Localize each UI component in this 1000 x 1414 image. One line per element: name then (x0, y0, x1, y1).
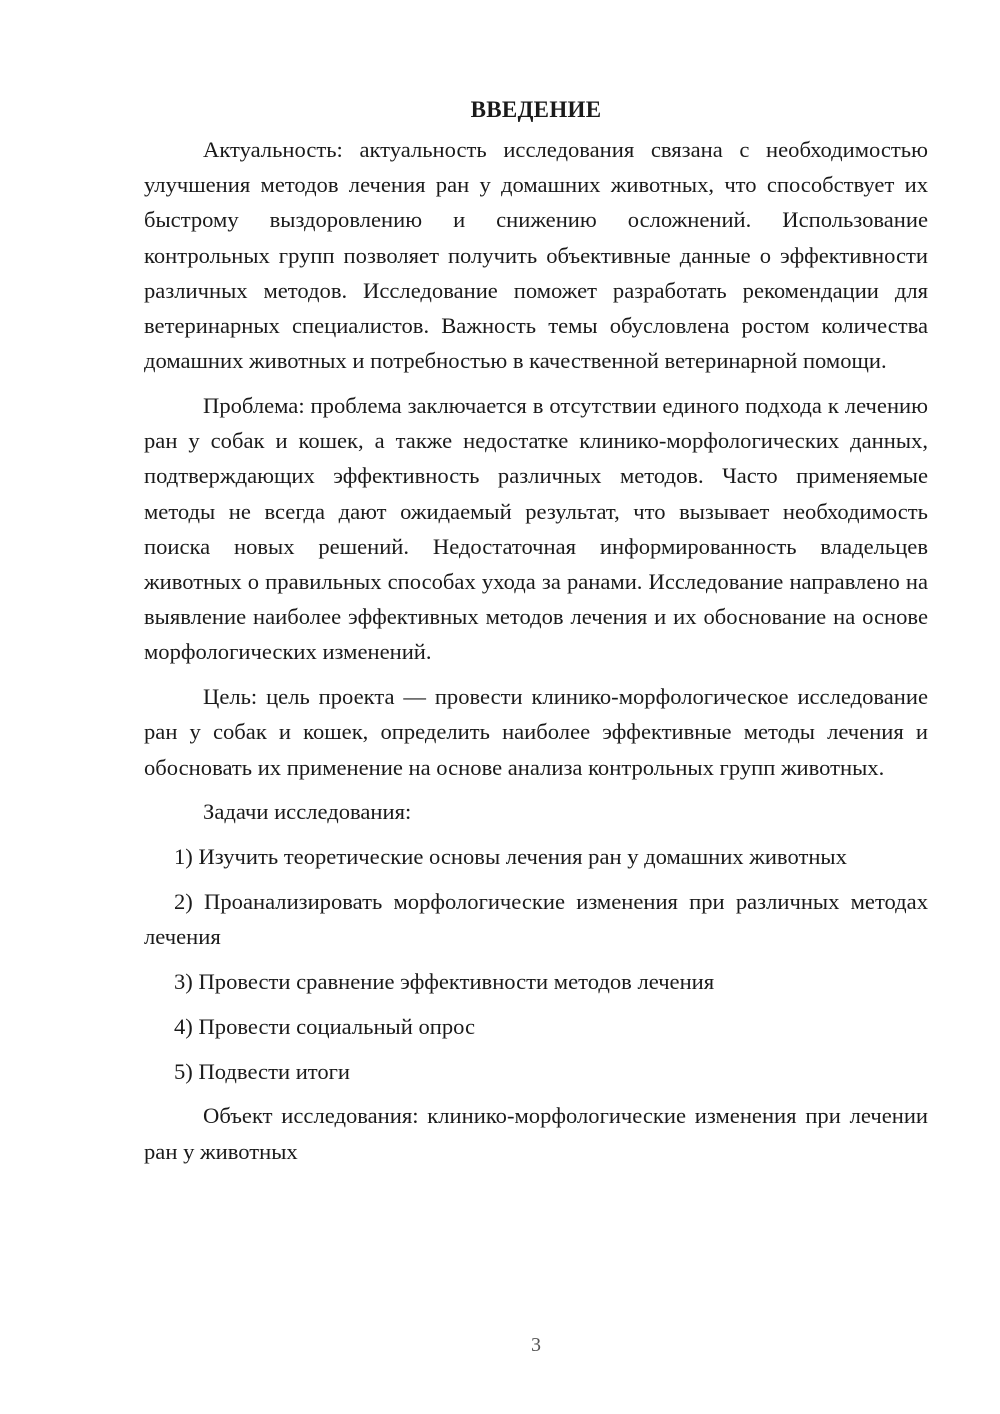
relevance-paragraph: Актуальность: актуальность исследования связана с необходимостью улучшения методов лечения ран у домашних животных, что способствует их быстрому выздоровлению и снижению осложнений. Использование контрольных групп позволяет получить объективные данные о эффективности различных методов. Исследование поможет разработать рекомендации для ветеринарных специалистов. Важность темы обусловлена ростом количества домашних животных и потребностью в качественной ветеринарной помощи. (144, 137, 928, 374)
tasks-title: Задачи исследования: (203, 799, 412, 825)
task-item: 1) Изучить теоретические основы лечения ран у домашних животных (174, 844, 847, 870)
task-item: 3) Провести сравнение эффективности методов лечения (174, 969, 715, 995)
page-number: 3 (531, 1334, 541, 1356)
problem-paragraph: Проблема: проблема заключается в отсутствии единого подхода к лечению ран у собак и кошек, а также недостатке клинико-морфологических данных, подтверждающих эффективность различных методов. Часто применяемые методы не всегда дают ожидаемый результат, что вызывает необходимость поиска новых решений. Недостаточная информированность владельцев животных о правильных способах ухода за ранами. Исследование направлено на выявление наиболее эффективных методов лечения и их обоснование на основе морфологических изменений. (144, 393, 928, 665)
section-heading: ВВЕДЕНИЕ (470, 97, 602, 122)
object-paragraph: Объект исследования: клинико-морфологические изменения при лечении ран у животных (144, 1103, 928, 1164)
goal-paragraph: Цель: цель проекта — провести клинико-морфологическое исследование ран у собак и кошек, определить наиболее эффективные методы лечения и обосновать их применение на основе анализа контрольных групп животных. (144, 684, 928, 780)
task-item: 5) Подвести итоги (174, 1058, 351, 1084)
page-content (144, 92, 928, 1178)
task-item: 4) Провести социальный опрос (174, 1013, 476, 1039)
task-item: 2) Проанализировать морфологические изменения при различных методах лечения (144, 889, 928, 950)
